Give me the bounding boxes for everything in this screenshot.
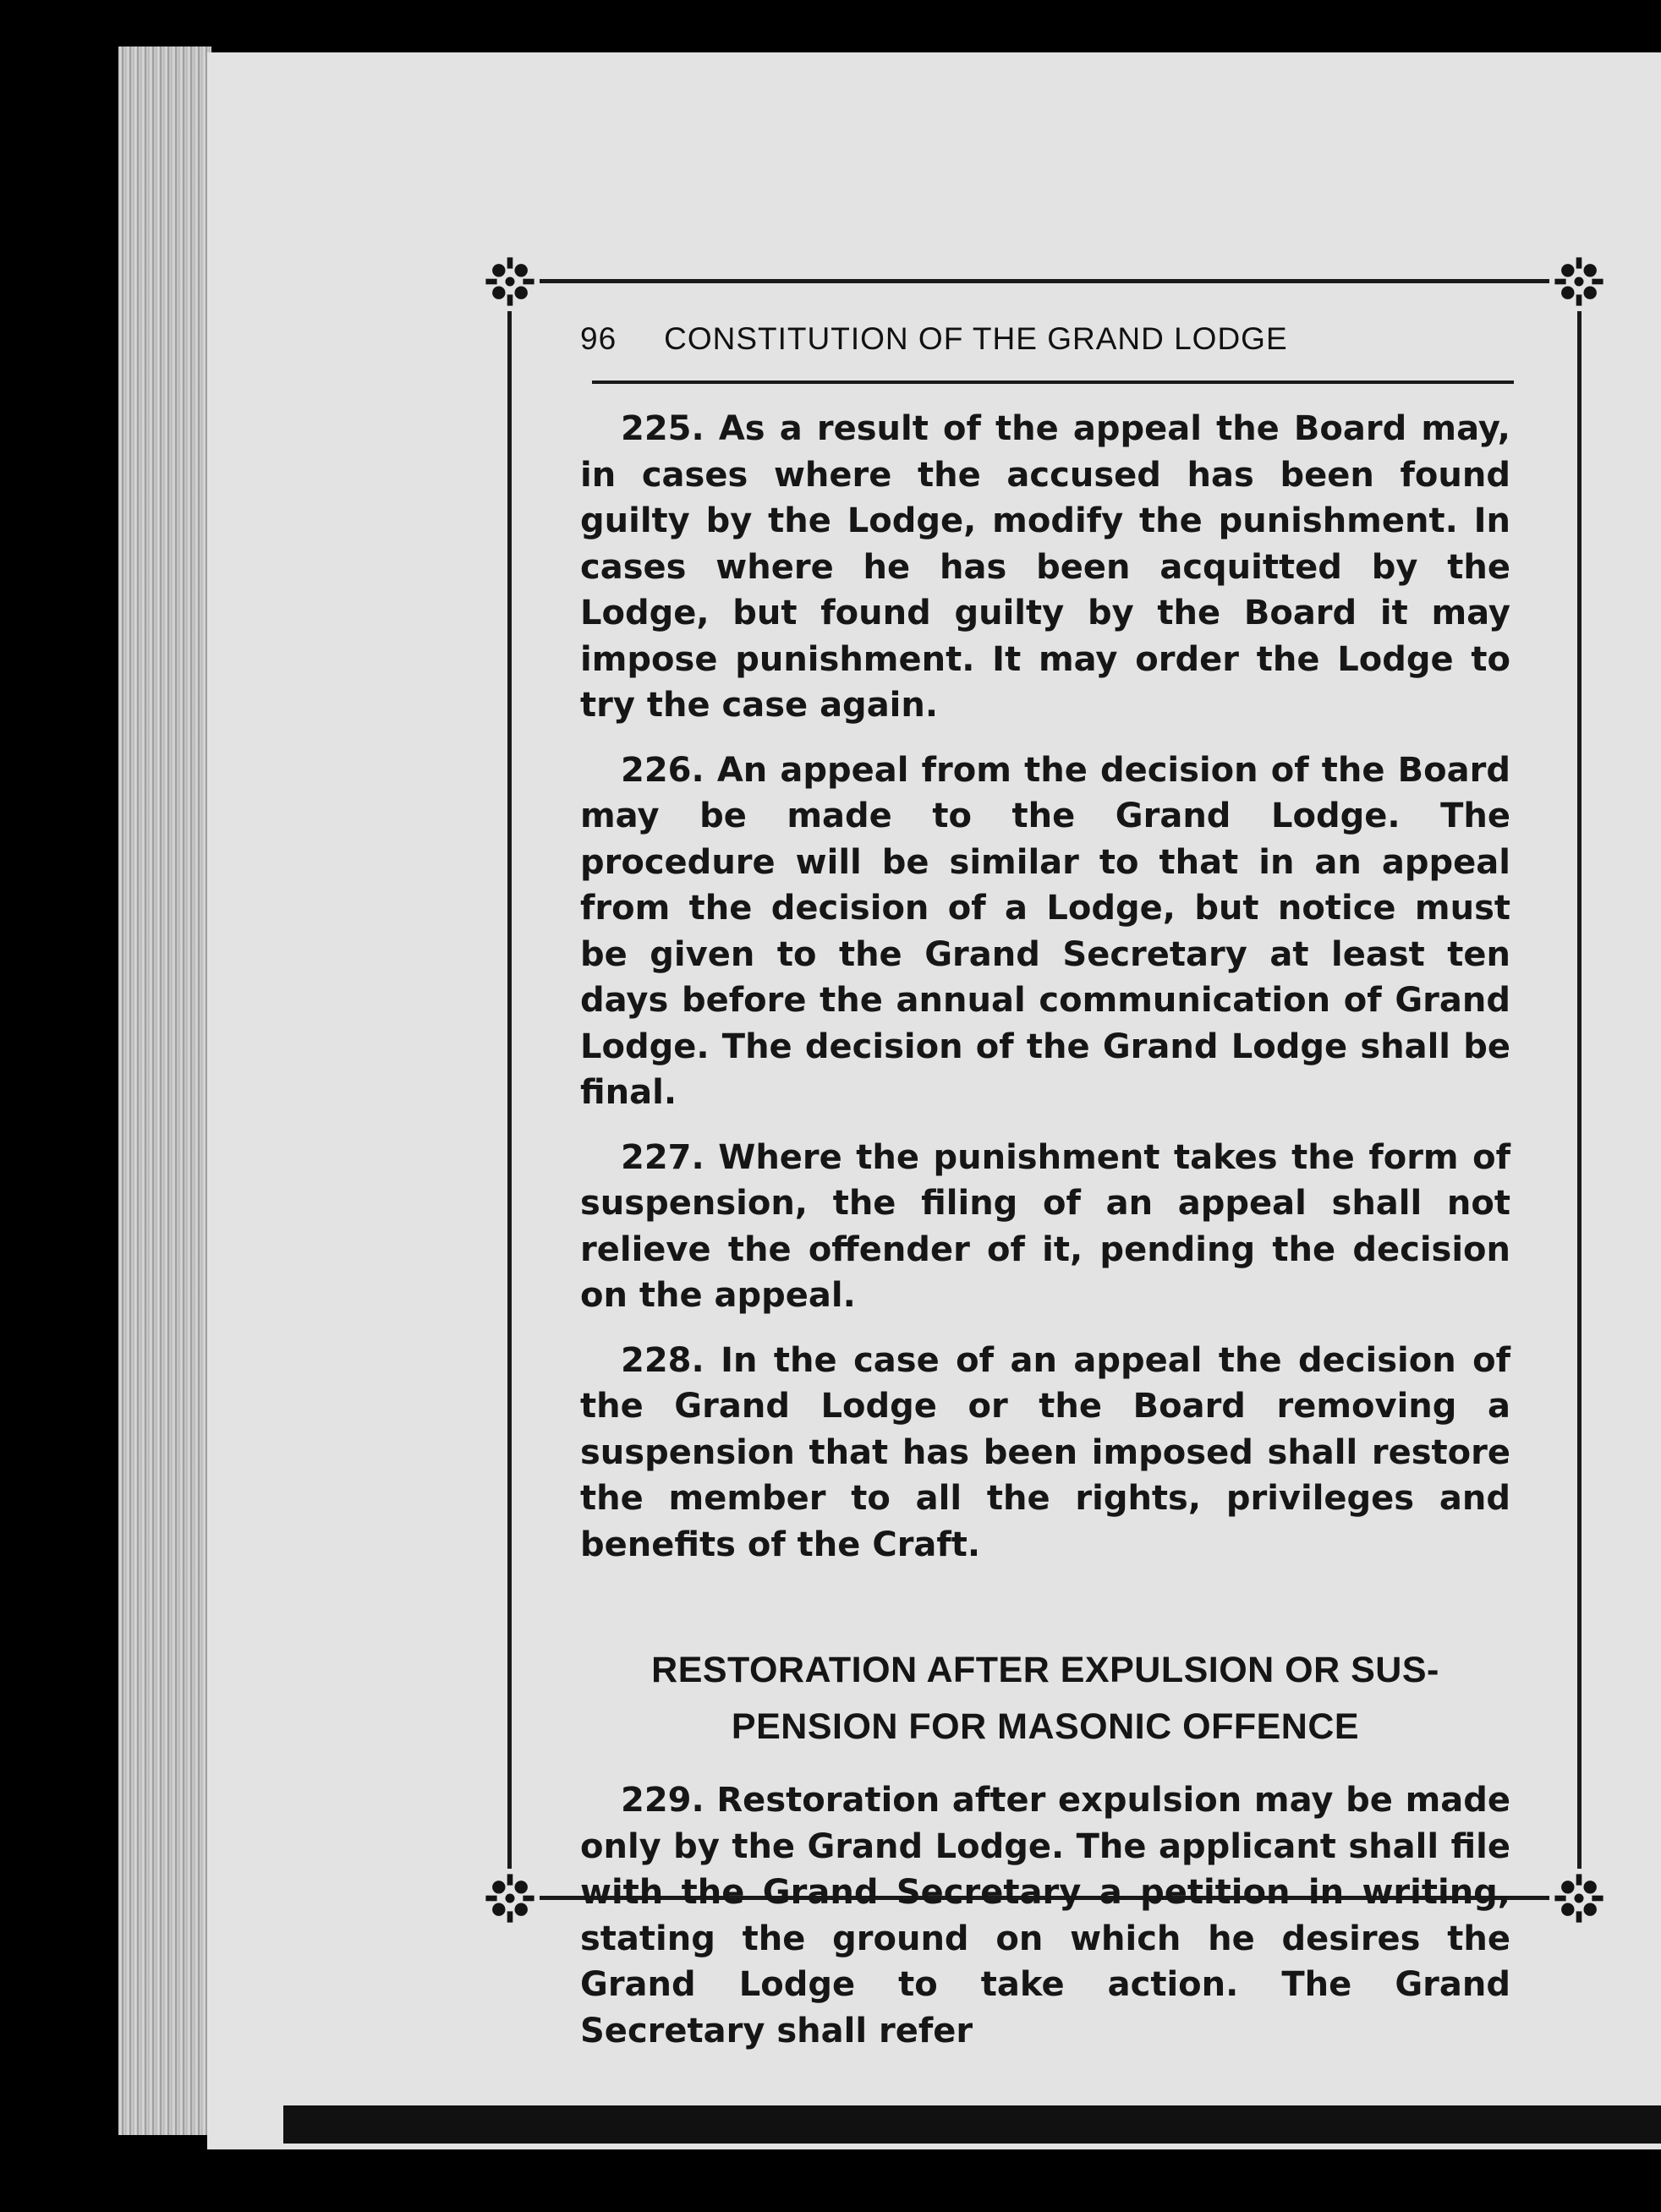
header-rule [592, 381, 1514, 384]
body-text [580, 406, 1510, 2072]
corner-ornament-icon [1549, 1869, 1609, 1928]
book-page-edges [118, 47, 211, 2135]
paragraph-229: 229. Restoration after expulsion may be made only by the Grand Lodge. The applicant shall file with the Grand Secretary a petition in writing, stating the ground on which he desires the Grand Lodge to take action. The Grand Secretary shall refer [580, 1781, 1510, 2050]
running-header [580, 321, 1510, 357]
page-bottom-shadow [283, 2105, 1661, 2144]
section-heading [580, 1642, 1510, 1755]
corner-ornament-icon [480, 252, 540, 311]
paragraph-226: 226. An appeal from the decision of the Board may be made to the Grand Lodge. The procedure will be similar to that in an appeal from the decision of a Lodge, but notice must be given to the Grand Secretary at least ten days before the annual communication of Grand Lodge. The decision of the Grand Lodge shall be final. [580, 750, 1510, 1112]
frame-right-rule [1577, 300, 1582, 1873]
page-number: 96 [580, 321, 617, 356]
paragraph-228: 228. In the case of an appeal the decision of the Grand Lodge or the Board removing a suspension that has been imposed shall restore the member to all the rights, privileges and benefits of the Craft. [580, 1340, 1510, 1564]
corner-ornament-icon [1549, 252, 1609, 311]
running-title: CONSTITUTION OF THE GRAND LODGE [664, 321, 1288, 356]
section-heading-line-1: RESTORATION AFTER EXPULSION OR SUS- [651, 1650, 1439, 1690]
frame-top-rule [524, 279, 1565, 283]
paragraph-225: 225. As a result of the appeal the Board may, in cases where the accused has been found guilty by the Lodge, modify the punishment. In cases where he has been acquitted by the Lodge, but found guilty by the Board it may impose punishment. It may order the Lodge to try the case again. [580, 409, 1510, 725]
paragraph-227: 227. Where the punishment takes the form of suspension, the filing of an appeal shall not relieve the offender of it, pending the decision on the appeal. [580, 1137, 1510, 1315]
page-frame [507, 279, 1582, 2050]
corner-ornament-icon [480, 1869, 540, 1928]
section-heading-line-2: PENSION FOR MASONIC OFFENCE [731, 1706, 1360, 1747]
frame-left-rule [507, 300, 512, 1873]
